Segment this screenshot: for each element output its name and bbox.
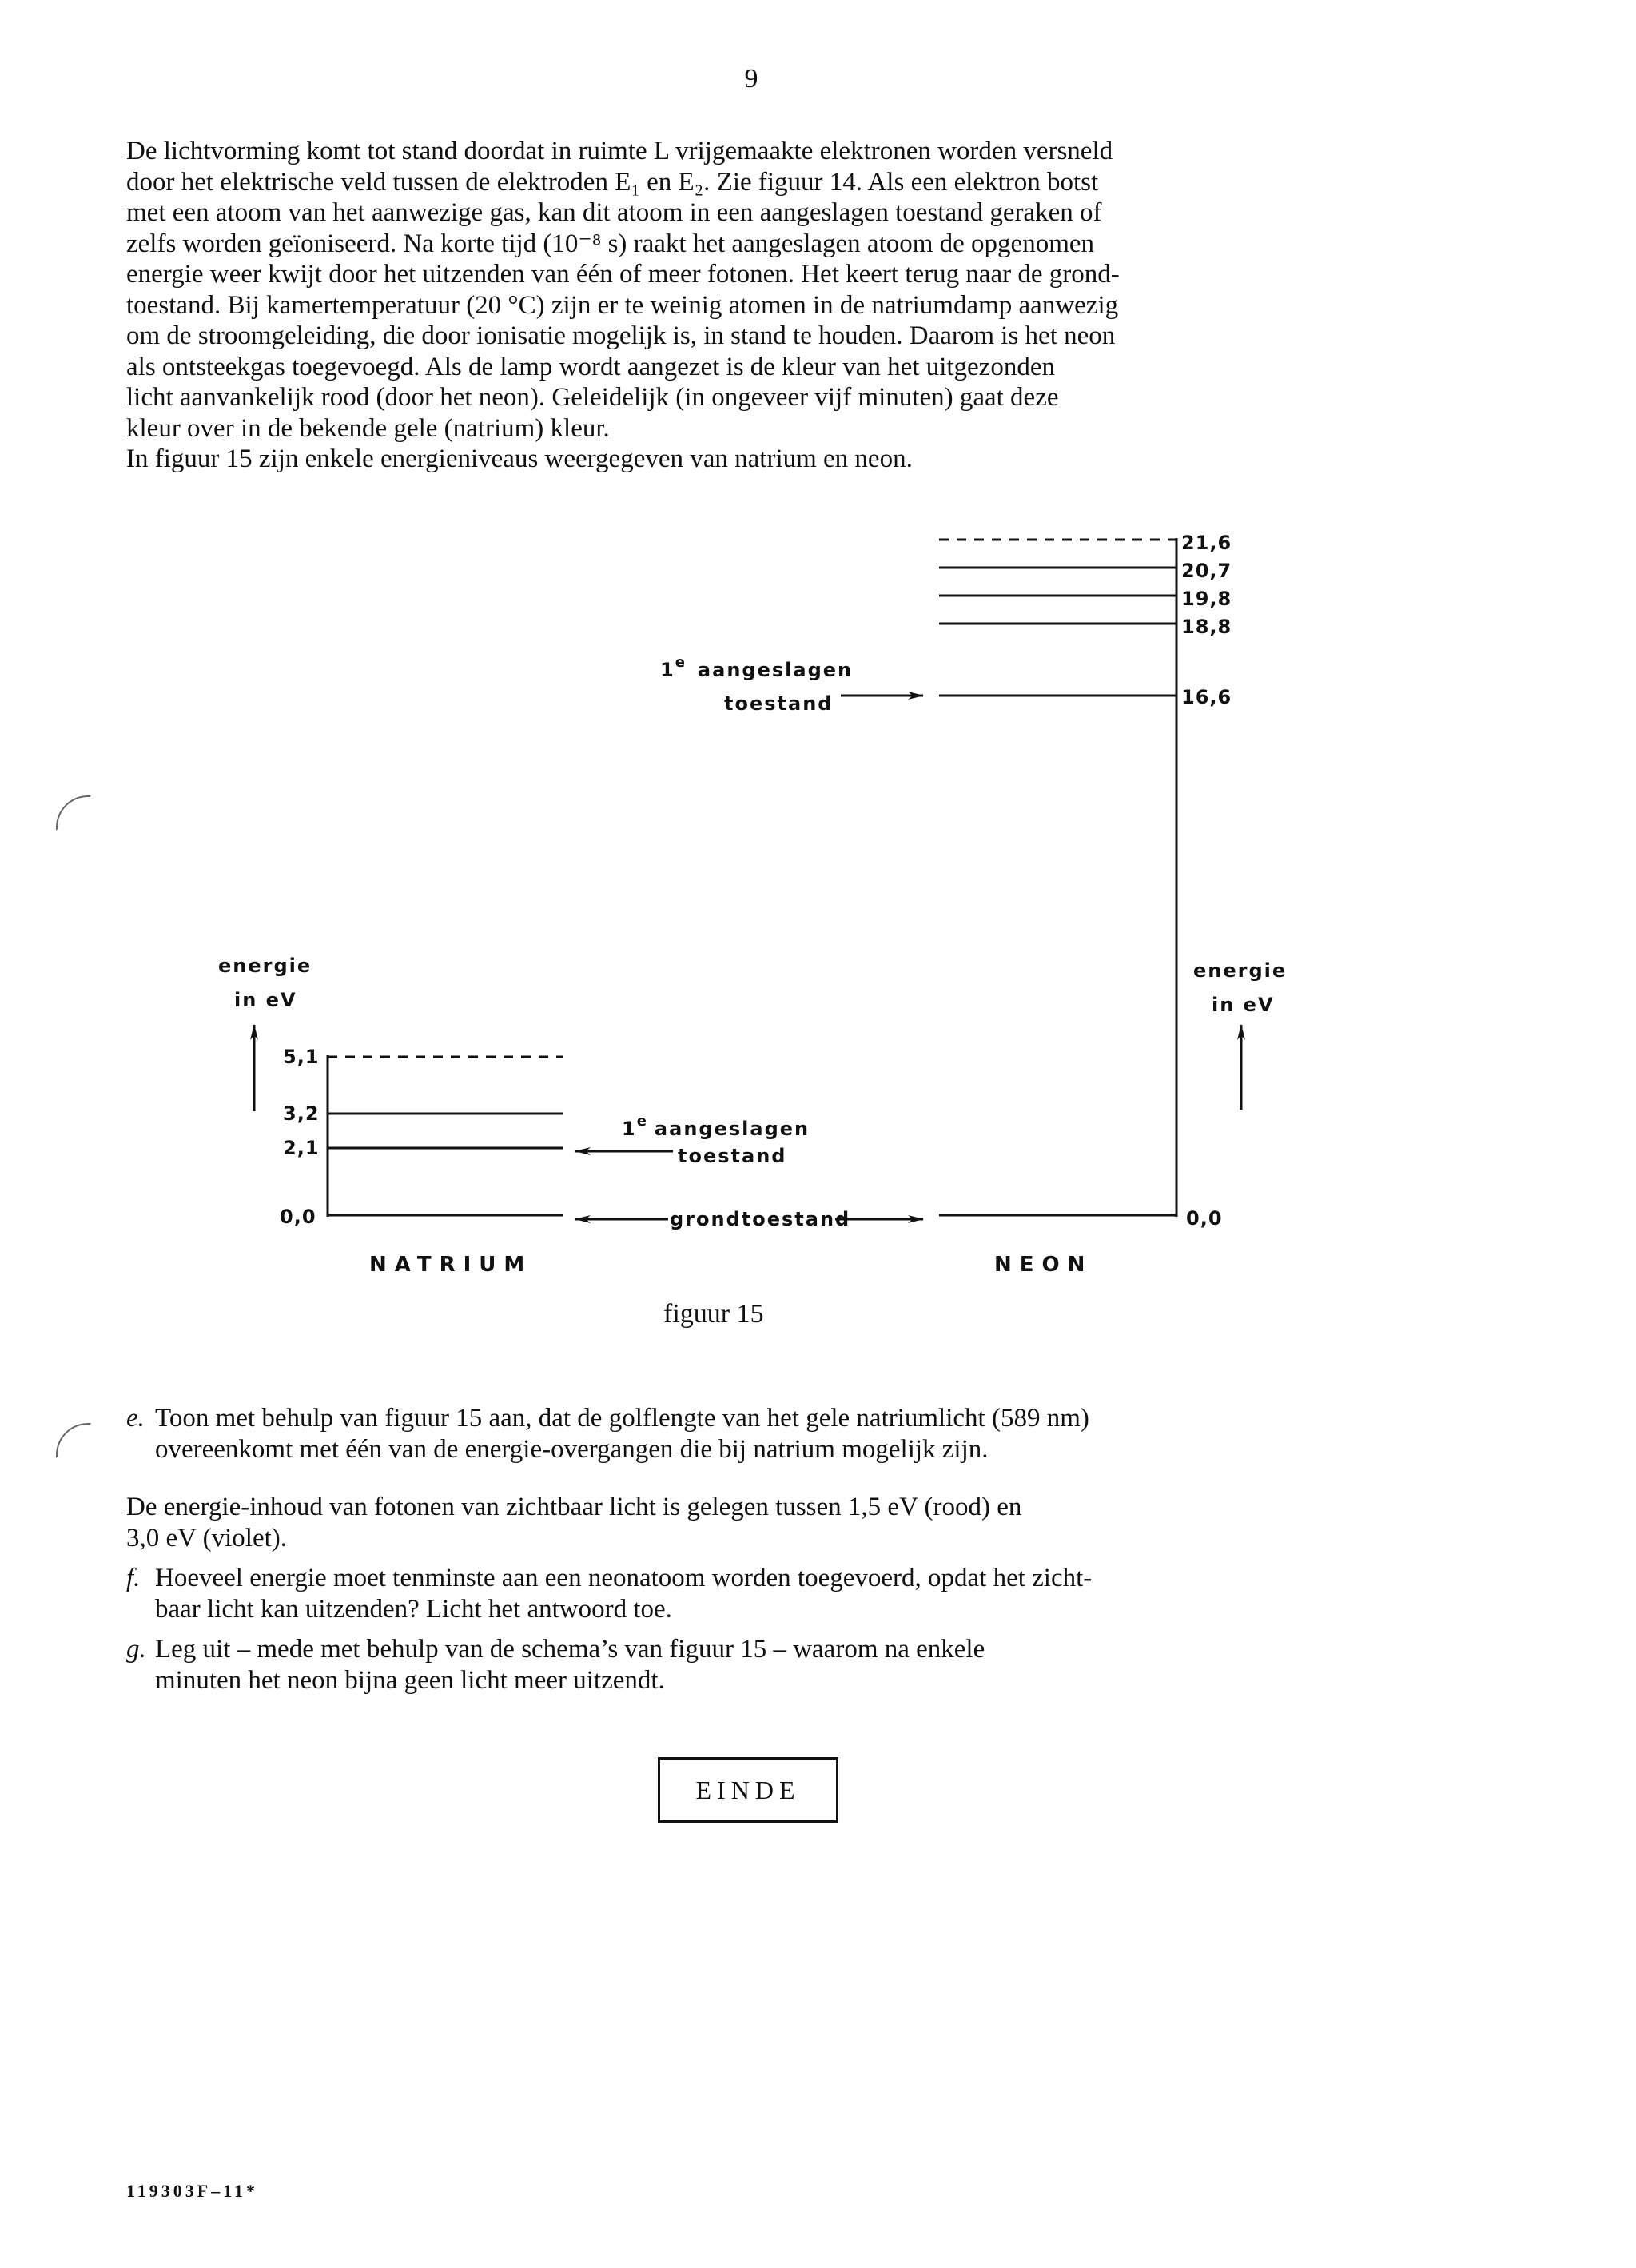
neon-level-label-21-6: 21,6 xyxy=(1181,532,1232,554)
question-letter: f. xyxy=(126,1564,141,1592)
natrium-axis-label-line1: energie xyxy=(218,955,312,977)
natrium-first-excited-label-line2: toestand xyxy=(678,1145,787,1167)
intro-line: De lichtvorming komt tot stand doordat in ruimte L vrijgemaakte elektronen worden versneld xyxy=(126,137,1113,165)
ground-state-label: grondtoestand xyxy=(670,1208,851,1230)
neon-section-name: NEON xyxy=(994,1253,1093,1277)
first-excited-word: aangeslagen xyxy=(654,1118,810,1140)
question-body xyxy=(155,1563,1373,1624)
figure-caption: figuur 15 xyxy=(663,1299,764,1329)
natrium-first-excited-label-line1 xyxy=(622,1113,810,1140)
natrium-level-label-2-1: 2,1 xyxy=(283,1137,320,1159)
neon-first-excited-label-line1 xyxy=(660,654,853,681)
ordinal-sup: e xyxy=(675,654,687,671)
end-box: EINDE xyxy=(658,1757,838,1823)
question-line: baar licht kan uitzenden? Licht het antwoord toe. xyxy=(155,1594,672,1624)
neon-level-label-0-0: 0,0 xyxy=(1186,1207,1223,1230)
question-body xyxy=(155,1634,1373,1696)
ordinal-sup: e xyxy=(636,1113,648,1130)
question-letter: e. xyxy=(126,1404,145,1433)
info-paragraph xyxy=(126,1492,1373,1553)
intro-line: door het elektrische veld tussen de elektroden E₁ en E₂. Zie figuur 14. Als een elektron botst xyxy=(126,167,1099,197)
info-line: 3,0 eV (violet). xyxy=(126,1523,288,1553)
intro-line: toestand. Bij kamertemperatuur (20 °C) zijn er te weinig atomen in de natriumdamp aanwezig xyxy=(126,290,1119,320)
neon-first-excited-label-line2: toestand xyxy=(724,692,834,715)
neon-axis-label-line2: in eV xyxy=(1212,994,1275,1016)
question-body xyxy=(155,1403,1373,1465)
intro-line: licht aanvankelijk rood (door het neon). Geleidelijk (in ongeveer vijf minuten) gaat deze xyxy=(126,383,1059,412)
question-line: Leg uit – mede met behulp van de schema’s van figuur 15 – waarom na enkele xyxy=(155,1635,985,1664)
neon-level-label-20-7: 20,7 xyxy=(1181,560,1232,582)
question-line: Hoeveel energie moet tenminste aan een neonatoom worden toegevoerd, opdat het zicht- xyxy=(155,1564,1093,1592)
natrium-level-label-3-2: 3,2 xyxy=(283,1102,320,1125)
question-line: Toon met behulp van figuur 15 aan, dat de golflengte van het gele natriumlicht (589 nm) xyxy=(155,1404,1089,1433)
info-line: De energie-inhoud van fotonen van zichtbaar licht is gelegen tussen 1,5 eV (rood) en xyxy=(126,1493,1022,1521)
question-f xyxy=(126,1563,1373,1624)
intro-line: energie weer kwijt door het uitzenden van één of meer fotonen. Het keert terug naar de grond- xyxy=(126,260,1120,289)
natrium-level-label-0-0: 0,0 xyxy=(280,1206,316,1228)
question-line: minuten het neon bijna geen licht meer uitzendt. xyxy=(155,1665,665,1695)
neon-level-label-16-6: 16,6 xyxy=(1181,686,1232,708)
neon-axis-label-line1: energie xyxy=(1193,959,1288,982)
natrium-axis-label-line2: in eV xyxy=(234,989,297,1011)
ordinal-number: 1 xyxy=(660,659,675,681)
natrium-level-label-5-1: 5,1 xyxy=(283,1046,320,1068)
intro-line: om de stroomgeleiding, die door ionisatie mogelijk is, in stand te houden. Daarom is het neon xyxy=(126,321,1116,350)
intro-line: als ontsteekgas toegevoegd. Als de lamp wordt aangezet is de kleur van het uitgezonden xyxy=(126,352,1055,381)
question-e xyxy=(126,1403,1373,1465)
question-g xyxy=(126,1634,1373,1696)
natrium-section-name: NATRIUM xyxy=(369,1253,533,1277)
question-letter: g. xyxy=(126,1635,146,1664)
neon-level-label-19-8: 19,8 xyxy=(1181,588,1232,610)
ordinal-number: 1 xyxy=(622,1118,637,1140)
first-excited-word: aangeslagen xyxy=(697,659,854,681)
questions-section xyxy=(126,1403,1373,1696)
intro-line: kleur over in de bekende gele (natrium) kleur. xyxy=(126,413,610,443)
intro-line: met een atoom van het aanwezige gas, kan dit atoom in een aangeslagen toestand geraken of xyxy=(126,198,1102,227)
page-number: 9 xyxy=(744,64,758,94)
neon-level-label-18-8: 18,8 xyxy=(1181,616,1232,638)
footer-code: 119303F–11* xyxy=(126,2181,259,2201)
question-line: overeenkomt met één van de energie-overgangen die bij natrium mogelijk zijn. xyxy=(155,1434,989,1464)
intro-line: zelfs worden geïoniseerd. Na korte tijd (10⁻⁸ s) raakt het aangeslagen atoom de opgenomen xyxy=(126,229,1095,258)
intro-line: In figuur 15 zijn enkele energieniveaus weergegeven van natrium en neon. xyxy=(126,444,913,473)
